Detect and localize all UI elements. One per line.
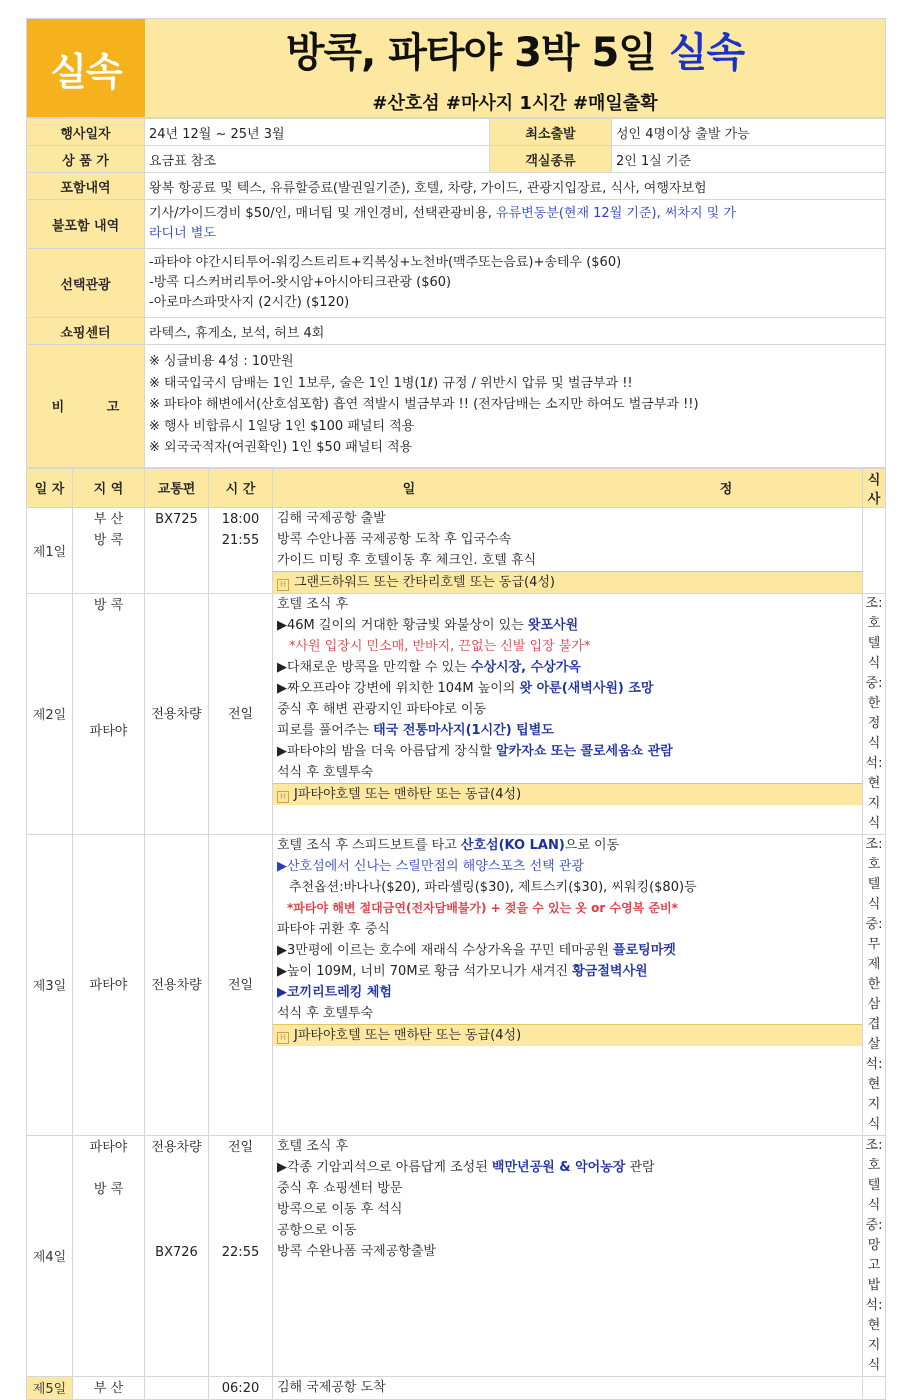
table-row	[27, 1135, 886, 1376]
remark-item: ※ 외국국적자(여권확인) 1인 $50 패널티 적용	[149, 440, 413, 455]
optional-tour-list	[145, 249, 886, 318]
day-5-plan: 김해 국제공항 도착	[273, 1376, 863, 1399]
hashtag-line: #산호섬 #마사지 1시간 #매일출확	[372, 93, 658, 114]
optional-tour-item: -방콕 디스커버리투어-왓시암+아시아티크관광 ($60)	[149, 275, 452, 290]
period-value: 24년 12월 ~ 25년 3월	[145, 119, 490, 146]
day-5-location: 부 산	[73, 1376, 145, 1399]
day-3-meal: 조:호텔식 중:무제한 삼겹살 석:현지식	[863, 834, 886, 1135]
logo-text: 실속	[50, 49, 122, 94]
optional-tour-item: -아로마스파맛사지 (2시간) ($120)	[149, 295, 350, 310]
col-day: 일 자	[27, 468, 73, 507]
day-2-label: 제2일	[27, 593, 73, 834]
period-label: 행사일자	[27, 119, 145, 146]
col-location: 지 역	[73, 468, 145, 507]
remark-item: ※ 싱글비용 4성 : 10만원	[149, 354, 294, 369]
day-3-transport: 전용차량	[145, 834, 209, 1135]
day-1-plan: 김해 국제공항 출발 방콕 수안나폼 국제공항 도착 후 입국수속 가이드 미팅 후 호텔이동 후 체크인. 호텔 휴식 H 그랜드하워드 또는 칸타리호텔 또는 동급(4성)	[273, 507, 863, 593]
day-3-location: 파타야	[73, 834, 145, 1135]
hotel-icon: H	[277, 579, 289, 591]
day-1-label: 제1일	[27, 507, 73, 593]
excluded-label: 불포함 내역	[27, 200, 145, 249]
col-meal: 식 사	[863, 468, 886, 507]
day-4-meal: 조:호텔식 중:망고밥 석:현지식	[863, 1135, 886, 1376]
remark-item: ※ 파타야 해변에서(산호섬포함) 흡연 적발시 벌금부과 !! (전자담배는 소지만 하여도 벌금부과 !!)	[149, 397, 699, 412]
min-departure-value: 성인 4명이상 출발 가능	[612, 119, 886, 146]
day-4-plan: 호텔 조식 후 ▶각종 기암괴석으로 아름답게 조성된 백만년공원 & 악어농장 관람 중식 후 쇼핑센터 방문 방콕으로 이동 후 석식 공항으로 이동 방콕 수완나폼 국제공항출발	[273, 1135, 863, 1376]
hotel-icon: H	[277, 791, 289, 803]
optional-tour-item: -파타야 야간시티투어-워킹스트리트+킥복싱+노천바(맥주또는음료)+송테우 ($60)	[149, 255, 622, 270]
day-4-transport: 전용차량 BX726	[145, 1135, 209, 1376]
day-4-label: 제4일	[27, 1135, 73, 1376]
day-5-label: 제5일	[27, 1376, 73, 1399]
day-5-time: 06:20	[209, 1376, 273, 1399]
document-header	[26, 18, 886, 118]
title-box	[145, 19, 885, 117]
room-type-label: 객실종류	[490, 146, 612, 173]
remarks-list	[145, 345, 886, 468]
shopping-label: 쇼핑센터	[27, 318, 145, 345]
day-2-transport: 전용차량	[145, 593, 209, 834]
day-3-hotel: H J파타야호텔 또는 맨하탄 또는 동급(4성)	[273, 1024, 862, 1046]
day-2-plan: 호텔 조식 후 ▶46M 길이의 거대한 황금빛 와불상이 있는 왓포사원 *사원 입장시 민소매, 반바지, 끈없는 신발 입장 불가* ▶다채로운 방콕을 만끽할 수 있는 수상시장, 수상가옥 ▶짜오프라야 강변에 위치한 104M 높이의 왓 아룬(새벽사원) 조망 중식 후 해변 관광지인 파타야로 이동 피로를 풀어주는 태국 전통마사지(1시간) 팁별도 ▶파타야의 밤을 더욱 아름답게 장식할 알카자쇼 또는 콜로세움쇼 관람 석식 후 호텔투숙 H J파타야호텔 또는 맨하탄 또는 동급(4성)	[273, 593, 863, 834]
day-1-transport: BX725	[145, 507, 209, 593]
min-departure-label: 최소출발	[490, 119, 612, 146]
remark-item: ※ 행사 비합류시 1일당 1인 $100 패널티 적용	[149, 418, 415, 434]
price-value: 요금표 참조	[145, 146, 490, 173]
day-5-transport	[145, 1376, 209, 1399]
included-value: 왕복 항공료 및 텍스, 유류할증료(발권일기준), 호텔, 차량, 가이드, 관광지입장료, 식사, 여행자보험	[145, 173, 886, 200]
col-plan: 일 정	[273, 468, 863, 507]
day-1-location: 부 산 방 콕	[73, 507, 145, 593]
day-4-time: 전일 22:55	[209, 1135, 273, 1376]
table-row	[27, 1376, 886, 1399]
price-label: 상 품 가	[27, 146, 145, 173]
col-transport: 교통편	[145, 468, 209, 507]
day-1-time: 18:00 21:55	[209, 507, 273, 593]
day-3-label: 제3일	[27, 834, 73, 1135]
day-3-time: 전일	[209, 834, 273, 1135]
optional-tour-label: 선택관광	[27, 249, 145, 318]
remark-item: ※ 태국입국시 담배는 1인 1보루, 술은 1인 1병(1ℓ) 규정 / 위반시 압류 및 벌금부과 !!	[149, 375, 633, 391]
excluded-value: 기사/가이드경비 $50/인, 매너팁 및 개인경비, 선택관광비용, 유류변동분(현재 12월 기준), 써차지 및 가 라디너 별도	[145, 200, 886, 249]
day-1-hotel: H 그랜드하워드 또는 칸타리호텔 또는 동급(4성)	[273, 571, 862, 593]
day-4-location: 파타야 방 콕	[73, 1135, 145, 1376]
schedule-table	[26, 468, 886, 1400]
day-1-meal	[863, 507, 886, 593]
logo-badge	[27, 19, 145, 117]
day-3-plan: 호텔 조식 후 스피드보트를 타고 산호섬(KO LAN)으로 이동 ▶산호섬에서 신나는 스릴만점의 해양스포츠 선택 관광 추천옵션:바나나($20), 파라셀링($30), 제트스키($30), 씨워킹($80)등 *파타야 해변 절대금연(전자담배불가) + 젖을 수 있는 옷 or 수영복 준비* 파타야 귀환 후 중식 ▶3만평에 이르는 호수에 재래식 수상가옥을 꾸민 테마공원 플로팅마켓 ▶높이 109M, 너비 70M로 황금 석가모니가 새겨진 황금절벽사원 ▶코끼리트레킹 체험 석식 후 호텔투숙 H J파타야호텔 또는 맨하탄 또는 동급(4성)	[273, 834, 863, 1135]
day-2-meal: 조:호텔식 중:한정식 석:현지식	[863, 593, 886, 834]
product-info-table	[26, 118, 886, 468]
itinerary-document	[26, 18, 886, 1400]
col-time: 시 간	[209, 468, 273, 507]
day-2-time: 전일	[209, 593, 273, 834]
day-2-hotel: H J파타야호텔 또는 맨하탄 또는 동급(4성)	[273, 783, 862, 805]
room-type-value: 2인 1실 기준	[612, 146, 886, 173]
table-row	[27, 834, 886, 1135]
page-title: 방콕, 파타야 3박 5일 실속	[285, 30, 745, 76]
shopping-value: 라텍스, 휴게소, 보석, 허브 4회	[145, 318, 886, 345]
remarks-label: 비 고	[27, 345, 145, 468]
day-2-location: 방 콕 파타야	[73, 593, 145, 834]
table-row	[27, 507, 886, 593]
day-5-meal	[863, 1376, 886, 1399]
included-label: 포함내역	[27, 173, 145, 200]
schedule-header-row	[27, 468, 886, 507]
hotel-icon: H	[277, 1032, 289, 1044]
table-row	[27, 593, 886, 834]
